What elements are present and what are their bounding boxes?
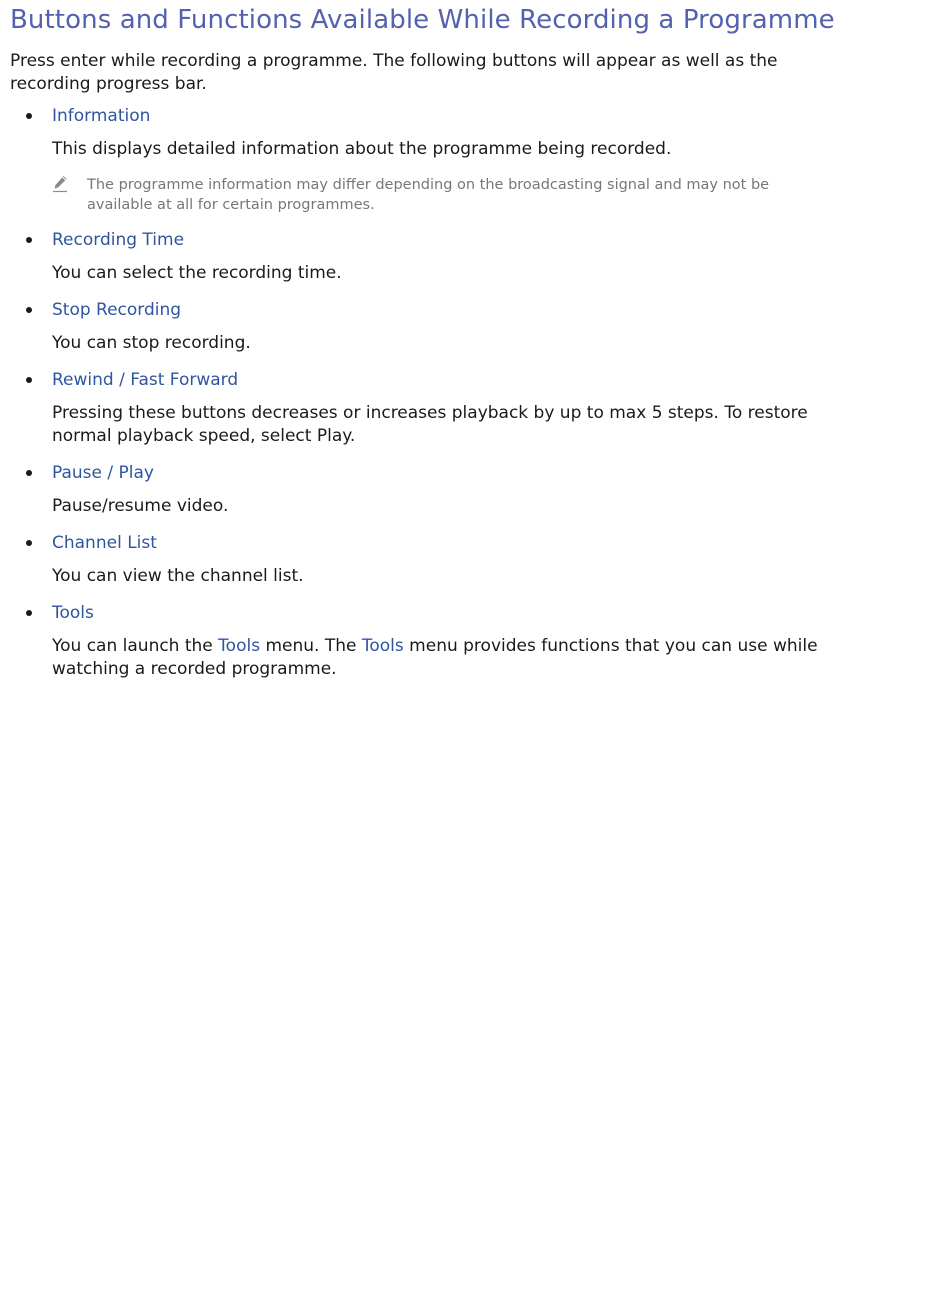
list-item-recording-time bbox=[10, 228, 840, 285]
bullet-icon bbox=[26, 113, 32, 119]
bullet-icon bbox=[26, 307, 32, 313]
tools-desc-part-3: menu provides functions that you can use while watching a recorded programme. bbox=[52, 636, 818, 679]
item-title-rewind-fast-forward: Rewind / Fast Forward bbox=[52, 370, 239, 390]
item-desc-recording-time: You can select the recording time. bbox=[52, 263, 342, 283]
bullet-icon bbox=[26, 377, 32, 383]
bullet-icon bbox=[26, 470, 32, 476]
tools-keyword: Tools bbox=[361, 636, 404, 656]
list-item-pause-play bbox=[10, 461, 840, 518]
item-title-tools: Tools bbox=[52, 603, 94, 623]
function-list bbox=[10, 104, 840, 681]
note-text: The programme information may differ depending on the broadcasting signal and may not be available at all for certain programmes. bbox=[87, 177, 770, 213]
item-title-stop-recording: Stop Recording bbox=[52, 300, 182, 320]
pencil-icon bbox=[52, 175, 68, 193]
list-item-stop-recording bbox=[10, 298, 840, 355]
item-desc-pause-play: Pause/resume video. bbox=[52, 496, 229, 516]
page-title: Buttons and Functions Available While Recording a Programme bbox=[10, 5, 835, 35]
tools-desc-part-1: You can launch the bbox=[52, 636, 219, 656]
bullet-icon bbox=[26, 610, 32, 616]
item-desc-stop-recording: You can stop recording. bbox=[52, 333, 251, 353]
tools-keyword: Tools bbox=[218, 636, 261, 656]
list-item-information bbox=[10, 104, 840, 215]
note bbox=[52, 175, 839, 215]
bullet-icon bbox=[26, 237, 32, 243]
item-title-channel-list: Channel List bbox=[52, 533, 157, 553]
item-desc-rewind-fast-forward: Pressing these buttons decreases or increases playback by up to max 5 steps. To restore normal playback speed, select Play. bbox=[52, 403, 808, 446]
item-desc-channel-list: You can view the channel list. bbox=[52, 566, 304, 586]
item-title-information: Information bbox=[52, 106, 151, 126]
list-item-rewind-fast-forward bbox=[10, 368, 840, 448]
tools-desc-part-2: menu. The bbox=[260, 636, 362, 656]
item-title-recording-time: Recording Time bbox=[52, 230, 185, 250]
item-desc-information: This displays detailed information about the programme being recorded. bbox=[52, 139, 672, 159]
item-desc-tools bbox=[52, 635, 837, 681]
list-item-tools bbox=[10, 601, 840, 681]
list-item-channel-list bbox=[10, 531, 840, 588]
item-title-pause-play: Pause / Play bbox=[52, 463, 154, 483]
intro-text: Press enter while recording a programme. The following buttons will appear as well as the recording progress bar. bbox=[10, 51, 778, 94]
document-page bbox=[0, 0, 840, 681]
bullet-icon bbox=[26, 540, 32, 546]
